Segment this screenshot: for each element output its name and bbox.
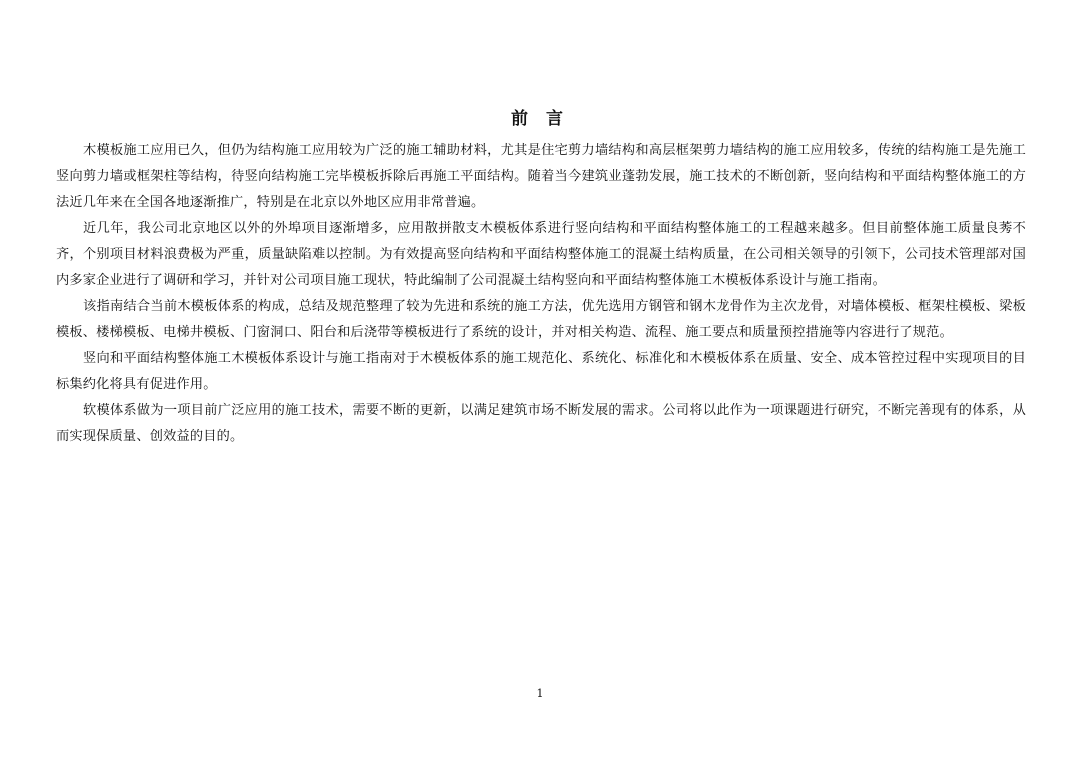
paragraph: 木模板施工应用已久，但仍为结构施工应用较为广泛的施工辅助材料，尤其是住宅剪力墙结构和高层框架剪力墙结构的施工应用较多，传统的结构施工是先施工竖向剪力墙或框架柱等结构，待竖向结构施工完毕模板拆除后再施工平面结构。随着当今建筑业蓬勃发展，施工技术的不断创新，竖向结构和平面结构整体施工的方法近几年来在全国各地逐渐推广，特别是在北京以外地区应用非常普遍。	[56, 143, 1026, 210]
paragraph: 近几年，我公司北京地区以外的外埠项目逐渐增多，应用散拼散支木模板体系进行竖向结构和平面结构整体施工的工程越来越多。但目前整体施工质量良莠不齐，个别项目材料浪费极为严重，质量缺陷难以控制。为有效提高竖向结构和平面结构整体施工的混凝土结构质量，在公司相关领导的引领下，公司技术管理部对国内多家企业进行了调研和学习，并针对公司项目施工现状，特此编制了公司混凝土结构竖向和平面结构整体施工木模板体系设计与施工指南。	[56, 221, 1026, 288]
paragraph: 竖向和平面结构整体施工木模板体系设计与施工指南对于木模板体系的施工规范化、系统化、标准化和木模板体系在质量、安全、成本管控过程中实现项目的目标集约化将具有促进作用。	[56, 351, 1026, 392]
page-title: 前 言	[511, 109, 569, 129]
page-number: 1	[536, 687, 544, 700]
preface-body	[56, 138, 1026, 450]
paragraph: 软模体系做为一项目前广泛应用的施工技术，需要不断的更新，以满足建筑市场不断发展的需求。公司将以此作为一项课题进行研究，不断完善现有的体系，从而实现保质量、创效益的目的。	[56, 403, 1026, 444]
paragraph: 该指南结合当前木模板体系的构成，总结及规范整理了较为先进和系统的施工方法，优先选用方钢管和钢木龙骨作为主次龙骨，对墙体模板、框架柱模板、梁板模板、楼梯模板、电梯井模板、门窗洞口、阳台和后浇带等模板进行了系统的设计，并对相关构造、流程、施工要点和质量预控措施等内容进行了规范。	[56, 299, 1026, 340]
